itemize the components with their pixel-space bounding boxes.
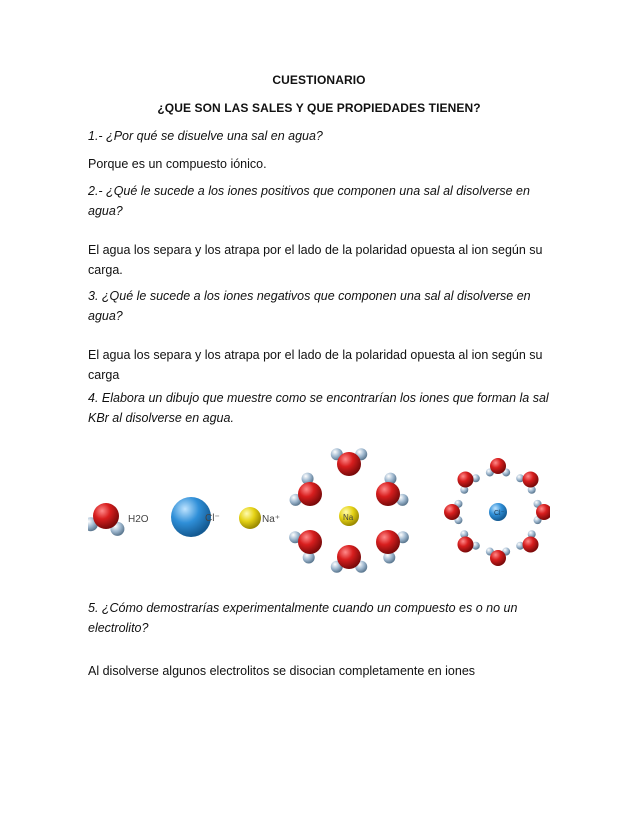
- answer-2: El agua los separa y los atrapa por el lado de la polaridad opuesta al ion según su carga.: [88, 243, 543, 277]
- cl-shell-water-7-oxygen: [523, 471, 539, 487]
- question-2: 2.- ¿Qué le sucede a los iones positivos que componen una sal al disolverse en agua?: [88, 184, 530, 218]
- question-3: 3. ¿Qué le sucede a los iones negativos que componen una sal al disolverse en agua?: [88, 289, 531, 323]
- question-5: 5. ¿Cómo demostrarías experimentalmente cuando un compuesto es o no un electrolito?: [88, 601, 518, 635]
- ion-dissolution-figure: [88, 432, 550, 582]
- na-shell-water-1-oxygen: [376, 482, 400, 506]
- cl-shell-water-4-oxygen: [444, 504, 460, 520]
- question-1: 1.- ¿Por qué se disuelve una sal en agua?: [88, 129, 323, 143]
- na-shell-water-4-oxygen: [298, 530, 322, 554]
- document-subtitle: ¿QUE SON LAS SALES Y QUE PROPIEDADES TIENEN?: [157, 101, 481, 115]
- answer-5: Al disolverse algunos electrolitos se disocian completamente en iones: [88, 664, 476, 678]
- hydrated-sodium-label: Na: [343, 513, 354, 522]
- cl-shell-water-2-oxygen: [490, 550, 506, 566]
- answer-1: Porque es un compuesto iónico.: [88, 157, 267, 171]
- na-shell-water-3-oxygen: [337, 545, 361, 569]
- cl-shell-water-3-oxygen: [457, 537, 473, 553]
- legend-water-oxygen: [93, 503, 119, 529]
- hydrated-chloride-label: Cl⁻: [494, 510, 505, 517]
- sodium-ion: [239, 507, 261, 529]
- question-4: 4. Elabora un dibujo que muestre como se encontrarían los iones que forman la sal KBr al disolverse en agua.: [88, 391, 549, 425]
- na-shell-water-2-oxygen: [376, 530, 400, 554]
- molecule-diagram: [88, 432, 550, 582]
- sodium-label: Na⁺: [262, 514, 281, 525]
- na-shell-water-0-oxygen: [337, 452, 361, 476]
- cl-shell-water-5-oxygen: [457, 471, 473, 487]
- cl-shell-water-6-oxygen: [490, 458, 506, 474]
- na-shell-water-5-oxygen: [298, 482, 322, 506]
- water-label: H2O: [128, 514, 149, 525]
- document-title: CUESTIONARIO: [272, 73, 366, 87]
- cl-shell-water-1-oxygen: [523, 537, 539, 553]
- chloride-label: Cl⁻: [205, 513, 220, 524]
- answer-3: El agua los separa y los atrapa por el lado de la polaridad opuesta al ion según su carga: [88, 348, 543, 382]
